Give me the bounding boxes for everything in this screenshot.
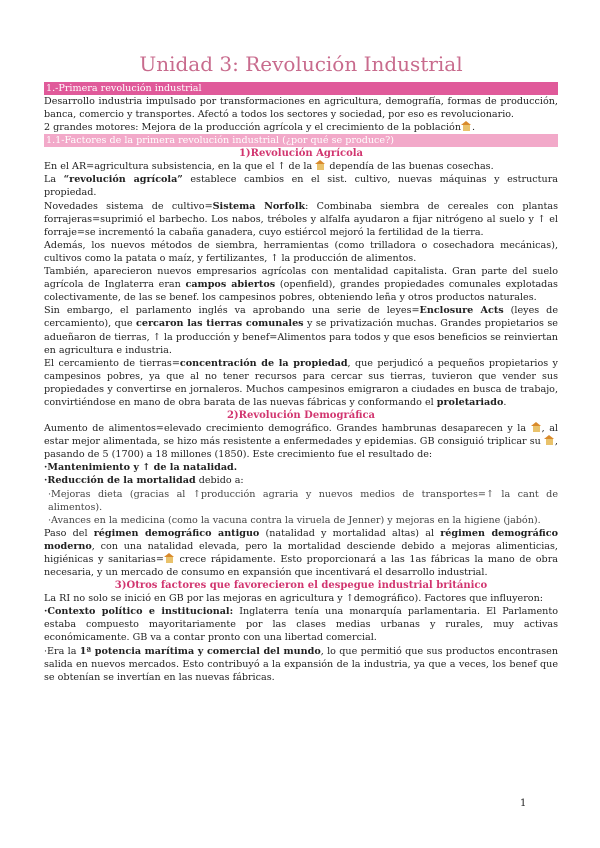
list-item: ·Mejoras dieta (gracias al ↑producción agraria y nuevos medios de transportes=↑ la cant de alimentos).: [48, 488, 558, 513]
paragraph: Desarrollo industria impulsado por transformaciones en agricultura, demografía, formas de producción, banca, comercio y transportes. Afectó a todos los sectores y sociedad, por eso es revolucionario.: [44, 96, 558, 121]
document-page: [44, 52, 558, 684]
page-title: Unidad 3: Revolución Industrial: [139, 52, 463, 76]
paragraph: Aumento de alimentos=elevado crecimiento demográfico. Grandes hambrunas desaparecen y la , al estar mejor alimentada, se hizo más resistente a enfermedades y epidemias. GB consiguió triplicar su , pasando de 5 (1700) a 18 millones (1850). Este crecimiento fue el resultado de:: [44, 423, 558, 461]
paragraph: ·Era la 1ª potencia marítima y comercial del mundo, lo que permitió que sus productos encontrasen salida en nuevos mercados. Esto contribuyó a la expansión de la industria, ya que a veces, los benef que se obtenían se invertían en las nuevas fábricas.: [44, 645, 558, 683]
section-header-1-1: 1.1-Factores de la primera revolución industrial (¿por qué se produce?): [44, 134, 558, 147]
section-header-1: 1.-Primera revolución industrial: [44, 82, 558, 95]
paragraph: Paso del régimen demográfico antiguo (natalidad y mortalidad altas) al régimen demográfico moderno, con una natalidad elevada, pero la mortalidad desciende debido a mejoras alimenticias, higiénicas y sanitarias= crece rápidamente. Esto proporcionará a las 1as fábricas la mano de obra necesaria, y un mercado de consumo en expansión que incentivará el desarrollo industrial.: [44, 527, 559, 579]
list-item: ·Avances en la medicina (como la vacuna contra la viruela de Jenner) y mejoras en la higiene (jabón).: [48, 514, 541, 526]
house-icon: [164, 553, 175, 563]
house-icon: [531, 422, 542, 432]
paragraph: También, aparecieron nuevos empresarios agrícolas con mentalidad capitalista. Gran parte del suelo agrícola de Inglaterra eran campos abiertos (openfield), grandes propiedades comunales explotadas colectivamente, de las se benef. los campesinos pobres, obteniendo leña y otros productos naturales.: [44, 266, 558, 304]
house-icon: [461, 121, 472, 131]
subheading-otros-factores: 3)Otros factores que favorecieron el despegue industrial británico: [114, 580, 488, 592]
subheading-demografica: 2)Revolución Demográfica: [226, 410, 376, 422]
paragraph: 2 grandes motores: Mejora de la producción agrícola y el crecimiento de la población .: [44, 122, 476, 134]
paragraph: ·Reducción de la mortalidad debido a:: [44, 475, 244, 487]
subheading-agricola: 1)Revolución Agrícola: [238, 148, 364, 160]
paragraph: La “revolución agrícola” establece cambios en el sist. cultivo, nuevas máquinas y estructura propiedad.: [44, 174, 559, 199]
page-number: 1: [520, 798, 527, 809]
paragraph: ·Mantenimiento y ↑ de la natalidad.: [44, 462, 238, 474]
paragraph: Novedades sistema de cultivo=Sistema Norfolk: Combinaba siembra de cereales con plantas forrajeras=suprimió el barbecho. Los nabos, tréboles y alfalfa ayudaron a fijar nitrógeno al suelo y ↑ el forraje=se incrementó la cabaña ganadera, cuyo estiércol mejoró la fertilidad de la tierra.: [44, 200, 558, 238]
paragraph: Sin embargo, el parlamento inglés va aprobando una serie de leyes=Enclosure Acts (leyes de cercamiento), que cercaron las tierras comunales y se privatización muchas. Grandes propietarios se adueñaron de tierras, ↑ la producción y benef=Alimentos para todos y que esos beneficios se reinviertan en agricultura e industria.: [44, 305, 558, 356]
paragraph: El cercamiento de tierras=concentración de la propiedad, que perjudicó a pequeños propietarios y campesinos pobres, ya que al no tener recursos para cercar sus tierras, tuvieron que vender sus propiedades y convertirse en jornaleros. Muchos campesinos emigraron a ciudades en busca de trabajo, convirtiéndose en mano de obra barata de las nuevas fábricas y conformando el proletariado.: [44, 357, 558, 408]
house-icon: [544, 435, 555, 445]
paragraph: ·Contexto político e institucional: Inglaterra tenía una monarquía parlamentaria. El Parlamento estaba compuesto mayoritariamente por las clases medias urbanas y rurales, muy activas económicamente. GB va a contar pronto con una libertad comercial.: [44, 606, 558, 644]
house-icon: [315, 160, 326, 170]
paragraph: Además, los nuevos métodos de siembra, herramientas (como trilladora o cosechadora mecánicas), cultivos como la patata o maíz, y fertilizantes, ↑ la producción de alimentos.: [44, 239, 558, 264]
paragraph: La RI no solo se inició en GB por las mejoras en agricultura y ↑demográfico). Factores que influyeron:: [44, 593, 543, 605]
paragraph: En el AR=agricultura subsistencia, en la que el ↑ de la dependía de las buenas cosechas.: [44, 161, 494, 173]
